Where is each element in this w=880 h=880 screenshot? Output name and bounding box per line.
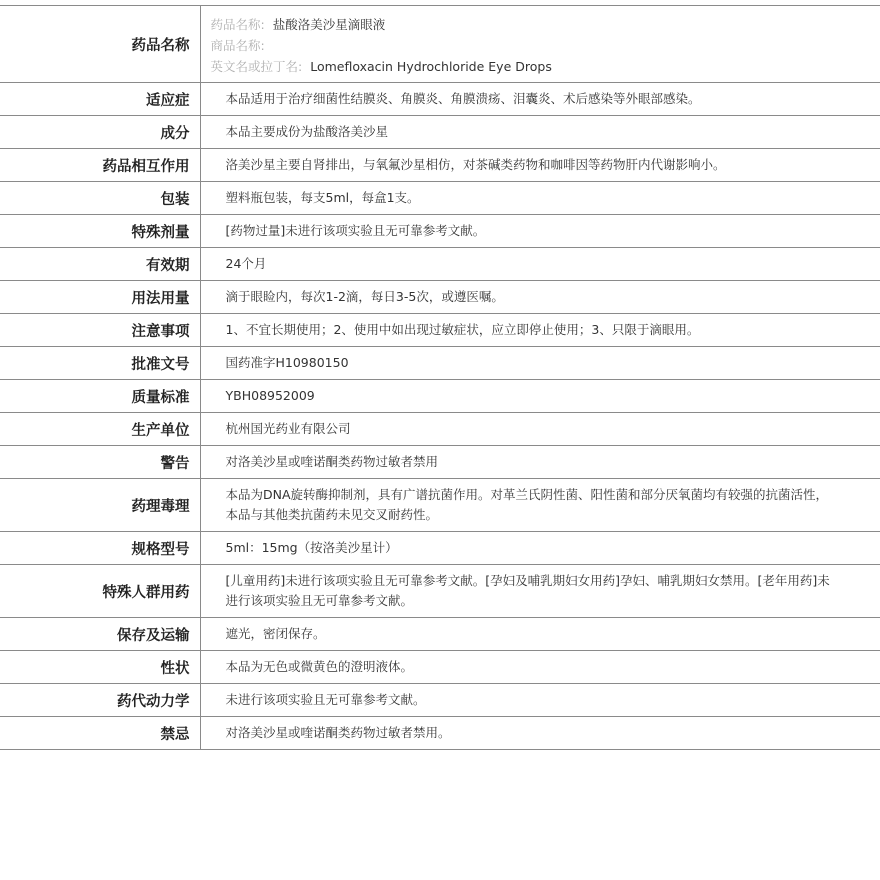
table-row <box>0 717 880 750</box>
row-label: 包装 <box>0 182 200 215</box>
row-label: 保存及运输 <box>0 618 200 651</box>
row-label: 生产单位 <box>0 413 200 446</box>
row-value: 本品为无色或微黄色的澄明液体。 <box>225 659 414 674</box>
drug-info-table-body <box>0 6 880 750</box>
table-row <box>0 116 880 149</box>
row-value: 未进行该项实验且无可靠参考文献。 <box>225 692 426 707</box>
row-label: 批准文号 <box>0 347 200 380</box>
row-value: [药物过量]未进行该项实验且无可靠参考文献。 <box>225 223 486 238</box>
generic-name-line <box>211 14 871 35</box>
table-row <box>0 182 880 215</box>
table-row <box>0 446 880 479</box>
row-label: 特殊剂量 <box>0 215 200 248</box>
row-value: 1、不宜长期使用；2、使用中如出现过敏症状，应立即停止使用；3、只限于滴眼用。 <box>225 322 700 337</box>
row-label: 药理毒理 <box>0 479 200 532</box>
row-value: [儿童用药]未进行该项实验且无可靠参考文献。[孕妇及哺乳期妇女用药]孕妇、哺乳期妇女禁用。[老年用药]未进行该项实验且无可靠参考文献。 <box>225 573 830 608</box>
row-value: 本品适用于治疗细菌性结膜炎、角膜炎、角膜溃疡、泪囊炎、术后感染等外眼部感染。 <box>225 91 701 106</box>
row-value: 对洛美沙星或喹诺酮类药物过敏者禁用 <box>225 454 439 469</box>
generic-name-value: 盐酸洛美沙星滴眼液 <box>272 17 386 32</box>
table-row <box>0 651 880 684</box>
row-value: 塑料瓶包装，每支5ml，每盒1支。 <box>225 190 420 205</box>
row-label: 用法用量 <box>0 281 200 314</box>
row-label-drug-name: 药品名称 <box>0 6 200 83</box>
row-label: 成分 <box>0 116 200 149</box>
row-value: 本品主要成份为盐酸洛美沙星 <box>225 124 389 139</box>
row-value: 24个月 <box>225 256 267 271</box>
table-row <box>0 314 880 347</box>
row-value: 对洛美沙星或喹诺酮类药物过敏者禁用。 <box>225 725 451 740</box>
english-name-value: Lomefloxacin Hydrochloride Eye Drops <box>310 59 552 74</box>
table-row <box>0 347 880 380</box>
row-label: 注意事项 <box>0 314 200 347</box>
table-row <box>0 413 880 446</box>
english-name-line <box>211 56 871 77</box>
table-row <box>0 532 880 565</box>
row-label: 药品相互作用 <box>0 149 200 182</box>
table-row <box>0 565 880 618</box>
table-row <box>0 83 880 116</box>
row-value: 本品为DNA旋转酶抑制剂，具有广谱抗菌作用。对革兰氏阴性菌、阳性菌和部分厌氧菌均有较强的抗菌活性，本品与其他类抗菌药未见交叉耐药性。 <box>225 487 829 522</box>
drug-info-table <box>0 5 880 750</box>
row-label: 适应症 <box>0 83 200 116</box>
trade-name-line <box>211 35 871 56</box>
row-label: 质量标准 <box>0 380 200 413</box>
trade-name-label: 商品名称: <box>210 38 265 53</box>
row-value: 杭州国光药业有限公司 <box>225 421 351 436</box>
row-label: 警告 <box>0 446 200 479</box>
row-value: 国药准字H10980150 <box>225 355 349 370</box>
table-row <box>0 479 880 532</box>
table-row <box>0 149 880 182</box>
generic-name-label: 药品名称: <box>210 17 265 32</box>
english-name-label: 英文名或拉丁名: <box>210 59 303 74</box>
row-value: 洛美沙星主要自肾排出，与氧氟沙星相仿，对茶碱类药物和咖啡因等药物肝内代谢影响小。 <box>225 157 726 172</box>
row-value: 遮光，密闭保存。 <box>225 626 326 641</box>
table-row <box>0 380 880 413</box>
row-value: 滴于眼睑内，每次1-2滴，每日3-5次，或遵医嘱。 <box>225 289 504 304</box>
row-label: 禁忌 <box>0 717 200 750</box>
table-row <box>0 248 880 281</box>
table-row-drug-name <box>0 6 880 83</box>
table-row <box>0 281 880 314</box>
row-label: 性状 <box>0 651 200 684</box>
row-label: 药代动力学 <box>0 684 200 717</box>
drug-name-cell <box>200 6 880 83</box>
row-label: 特殊人群用药 <box>0 565 200 618</box>
table-row <box>0 618 880 651</box>
row-label: 规格型号 <box>0 532 200 565</box>
row-value: 5ml：15mg（按洛美沙星计） <box>225 540 398 555</box>
table-row <box>0 684 880 717</box>
row-label: 有效期 <box>0 248 200 281</box>
row-value: YBH08952009 <box>225 388 315 403</box>
table-row <box>0 215 880 248</box>
